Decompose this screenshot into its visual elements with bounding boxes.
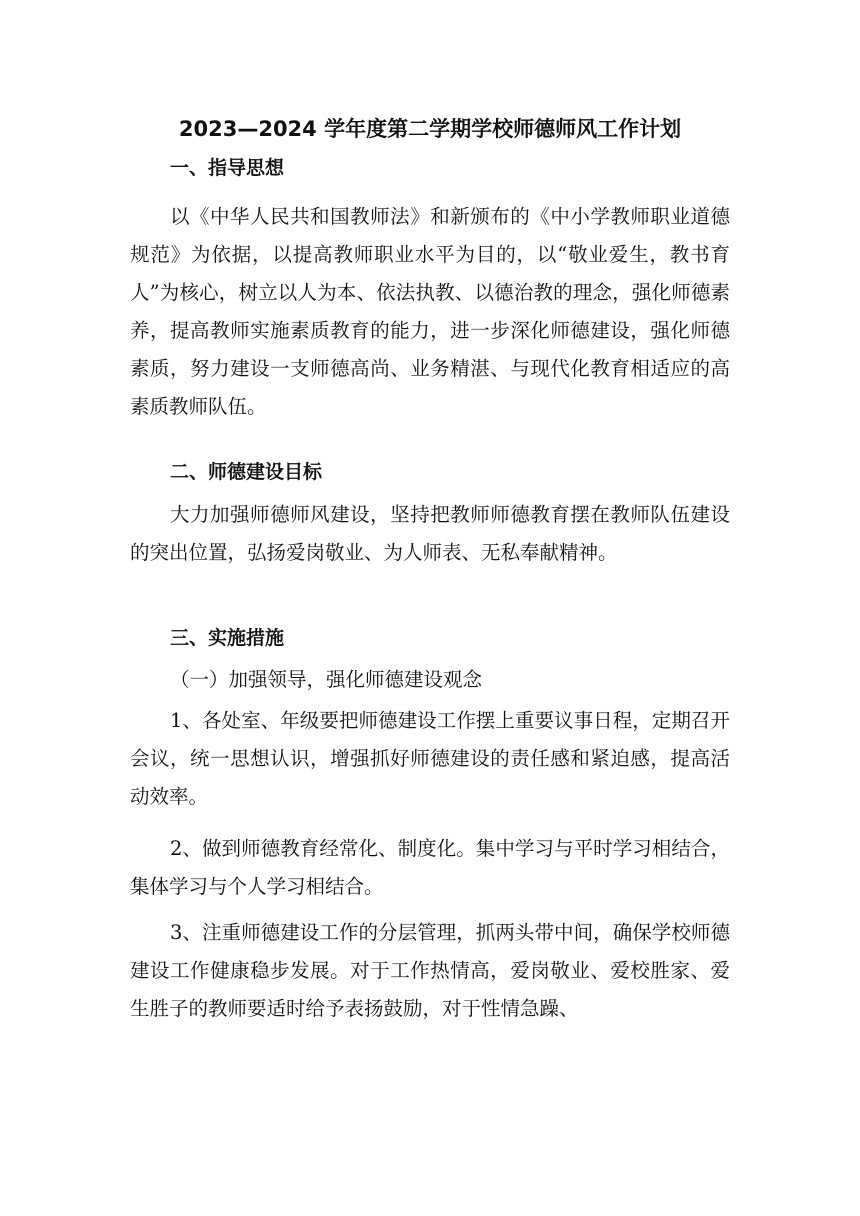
paragraph-guiding-ideology: 以《中华人民共和国教师法》和新颁布的《中小学教师职业道德规范》为依据，以提高教师职业水平为目的，以“敬业爱生，教书育人”为核心，树立以人为本、依法执教、以德治教的理念，强化师德素养，提高教师实施素质教育的能力，进一步深化师德建设，强化师德素质，努力建设一支师德高尚、业务精湛、与现代化教育相适应的高素质教师队伍。 (130, 205, 730, 418)
paragraph-ethics-goals: 大力加强师德师风建设，坚持把教师师德教育摆在教师队伍建设的突出位置，弘扬爱岗敬业、为人师表、无私奉献精神。 (130, 503, 730, 564)
section-heading-measures: 三、实施措施 (170, 627, 285, 649)
section-heading-ethics-goals: 二、师德建设目标 (170, 461, 323, 483)
subheading-strengthen-leadership: （一）加强领导，强化师德建设观念 (170, 668, 483, 691)
paragraph-measure-1: 1、各处室、年级要把师德建设工作摆上重要议事日程，定期召开会议，统一思想认识，增强抓好师德建设的责任感和紧迫感，提高活动效率。 (130, 709, 730, 808)
section-heading-guiding-ideology: 一、指导思想 (170, 157, 285, 179)
document-title: 2023—2024 学年度第二学期学校师德师风工作计划 (178, 117, 682, 141)
paragraph-measure-3: 3、注重师德建设工作的分层管理，抓两头带中间，确保学校师德建设工作健康稳步发展。对于工作热情高，爱岗敬业、爱校胜家、爱生胜子的教师要适时给予表扬鼓励，对于性情急躁、 (130, 921, 730, 1020)
paragraph-measure-2: 2、做到师德教育经常化、制度化。集中学习与平时学习相结合，集体学习与个人学习相结合。 (130, 837, 730, 898)
